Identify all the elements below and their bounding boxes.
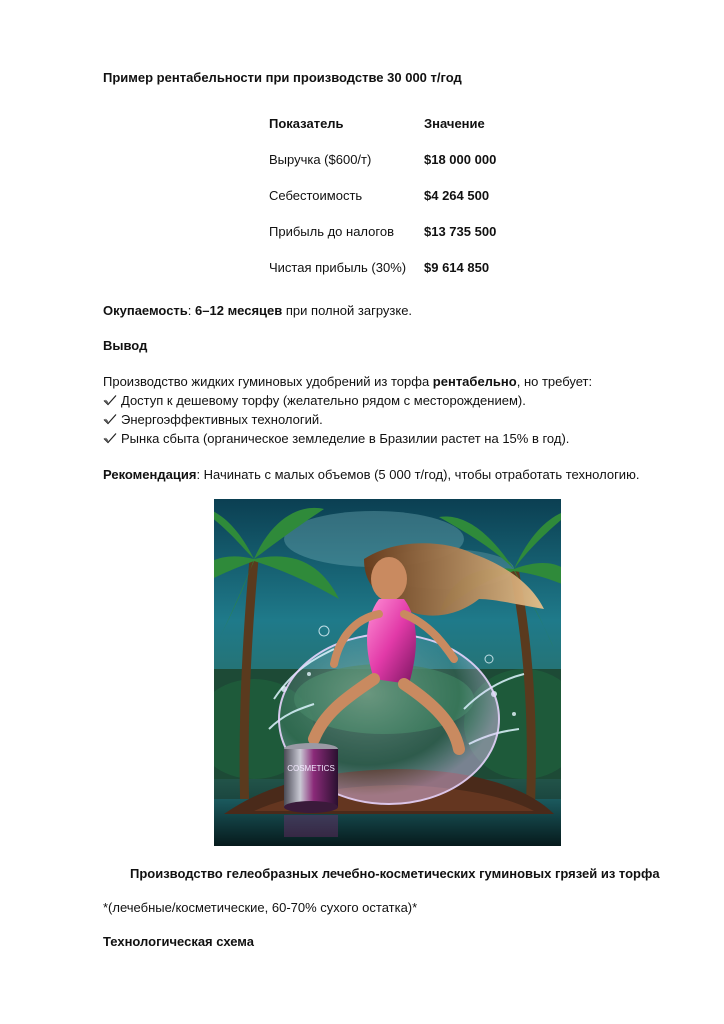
requirement-item [103, 431, 569, 446]
payback-separator: : [187, 303, 196, 318]
table-cell-value: $9 614 850 [424, 260, 490, 275]
recommendation-text: : Начинать с малых объемов (5 000 т/год), чтобы отработать технологию. [196, 467, 640, 482]
table-header-value: Значение [424, 116, 485, 131]
conclusion-heading: Вывод [103, 338, 148, 353]
table-header-indicator: Показатель [269, 116, 344, 131]
conclusion-intro-after: , но требует: [516, 374, 593, 389]
requirement-item [103, 412, 323, 427]
recommendation-line [103, 467, 639, 482]
requirement-text: Доступ к дешевому торфу (желательно рядом с месторождением). [121, 393, 526, 408]
section-title: Производство гелеобразных лечебно-косметических гуминовых грязей из торфа [130, 866, 660, 881]
table-cell-label: Прибыль до налогов [269, 224, 394, 239]
table-cell-label: Чистая прибыль (30%) [269, 260, 407, 275]
checkmark-icon [103, 413, 117, 425]
section-note: *(лечебные/косметические, 60-70% сухого остатка)* [103, 900, 418, 915]
recommendation-label: Рекомендация [103, 467, 197, 482]
requirement-text: Энергоэффективных технологий. [121, 412, 323, 427]
example-heading: Пример рентабельности при производстве 30 000 т/год [103, 70, 462, 85]
scheme-heading: Технологическая схема [103, 934, 254, 949]
conclusion-intro-bold: рентабельно [432, 374, 517, 389]
table-cell-label: Выручка ($600/т) [269, 152, 372, 167]
product-illustration [214, 499, 561, 846]
jar-label: COSMETICS [287, 764, 335, 773]
checkmark-icon [103, 432, 117, 444]
payback-line [103, 303, 412, 318]
table-cell-value: $18 000 000 [424, 152, 497, 167]
conclusion-intro [103, 374, 592, 389]
checkmark-icon [103, 394, 117, 406]
tropical-mud-illustration [214, 499, 561, 846]
requirement-text: Рынка сбыта (органическое земледелие в Бразилии растет на 15% в год). [121, 431, 570, 446]
table-cell-value: $4 264 500 [424, 188, 490, 203]
requirement-item [103, 393, 526, 408]
conclusion-intro-before: Производство жидких гуминовых удобрений из торфа [103, 374, 433, 389]
table-cell-value: $13 735 500 [424, 224, 497, 239]
payback-value: 6–12 месяцев [195, 303, 283, 318]
payback-rest: при полной загрузке. [282, 303, 413, 318]
payback-label: Окупаемость [103, 303, 188, 318]
table-cell-label: Себестоимость [269, 188, 363, 203]
